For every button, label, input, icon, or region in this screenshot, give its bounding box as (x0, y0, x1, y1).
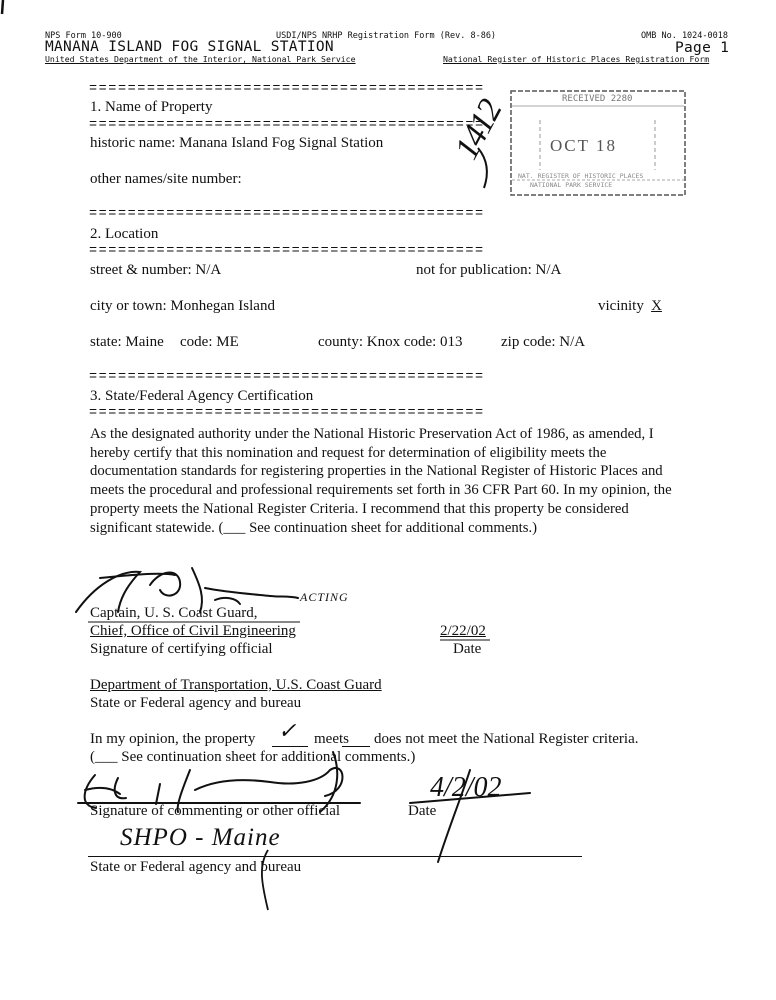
not-for-publication: not for publication: N/A (416, 262, 562, 278)
continuation-note: (___ See continuation sheet for additional comments.) (90, 749, 416, 765)
page-number: Page 1 (675, 40, 730, 56)
state-code: code: ME (180, 334, 239, 350)
meets-checkmark: ✓ (278, 718, 297, 743)
form-number: NPS Form 10-900 (45, 31, 122, 41)
omb-number: OMB No. 1024-0018 (641, 31, 728, 41)
opinion-text-1: In my opinion, the property (90, 731, 256, 747)
date-label: Date (453, 641, 482, 657)
separator-rule: ========================================= (89, 207, 485, 222)
agency-label: State or Federal agency and bureau (90, 695, 302, 711)
state: state: Maine (90, 334, 164, 350)
separator-rule: ========================================= (89, 370, 485, 385)
stamp-annotation-stroke (478, 148, 487, 188)
agency-label-2: State or Federal agency and bureau (90, 859, 302, 875)
handwritten-stamp-number: 1412 (448, 95, 509, 166)
opinion-text-3: does not meet the National Register criteria. (374, 731, 639, 747)
corner-mark (2, 0, 3, 14)
register-line: National Register of Historic Places Registration Form (443, 54, 710, 64)
certifier-title: Chief, Office of Civil Engineering (90, 623, 296, 639)
street-number: street & number: N/A (90, 262, 222, 278)
stamp-line2: NATIONAL PARK SERVICE (530, 181, 613, 189)
county: county: Knox code: 013 (318, 334, 463, 350)
certification-paragraph: As the designated authority under the National Historic Preservation Act of 1986, as amended, I hereby certify that this nomination and request for determination of eligibility meets the documentation standards for registering properties in the National Register of Historic Places and meets the procedural and professional requirements set forth in 36 CFR Part 60. In my opinion, the property meets the National Register Criteria. I recommend that this property be considered significant statewide. (___ See continuation sheet for additional comments.) (90, 426, 672, 536)
certification-date: 2/22/02 (440, 623, 486, 639)
city-town: city or town: Monhegan Island (90, 298, 275, 314)
stamp-date: OCT 18 (550, 136, 617, 155)
section-1-heading: 1. Name of Property (90, 99, 213, 115)
commenting-date-strokes (410, 770, 530, 862)
stamp-line1: NAT. REGISTER OF HISTORIC PLACES (518, 172, 644, 180)
signature-annotation: ACTING (300, 590, 349, 604)
vicinity-value: X (651, 298, 662, 314)
shpo-handwritten: SHPO - Maine (120, 824, 281, 851)
other-names: other names/site number: (90, 171, 242, 187)
stamp-received: RECEIVED 2280 (562, 94, 633, 104)
separator-rule: ========================================= (89, 118, 485, 133)
certifier-rank: Captain, U. S. Coast Guard, (90, 605, 258, 621)
certifying-signature (76, 568, 298, 612)
section-3-heading: 3. State/Federal Agency Certification (90, 388, 314, 404)
zip-code: zip code: N/A (501, 334, 586, 350)
shpo-stroke (262, 850, 268, 910)
stamp-frame-icon (511, 91, 685, 195)
form-name: USDI/NPS NRHP Registration Form (Rev. 8-86) (276, 31, 497, 41)
opinion-text-2: meets (314, 731, 349, 747)
historic-name: historic name: Manana Island Fog Signal Station (90, 135, 384, 151)
section-2-heading: 2. Location (90, 226, 159, 242)
commenting-signature-label: Signature of commenting or other official (90, 803, 341, 819)
separator-rule: ========================================= (89, 244, 485, 259)
separator-rule: ========================================= (89, 406, 485, 421)
commenting-signature (78, 752, 360, 812)
agency-line: United States Department of the Interior, National Park Service (45, 54, 356, 64)
commenting-date-label: Date (408, 803, 437, 819)
agency-value: Department of Transportation, U.S. Coast Guard (90, 677, 382, 693)
separator-rule: ========================================= (89, 82, 485, 97)
commenting-date-value: 4/2/02 (430, 772, 502, 803)
signature-label: Signature of certifying official (90, 641, 273, 657)
property-title: MANANA ISLAND FOG SIGNAL STATION (45, 39, 334, 55)
vicinity-label: vicinity (598, 298, 644, 314)
